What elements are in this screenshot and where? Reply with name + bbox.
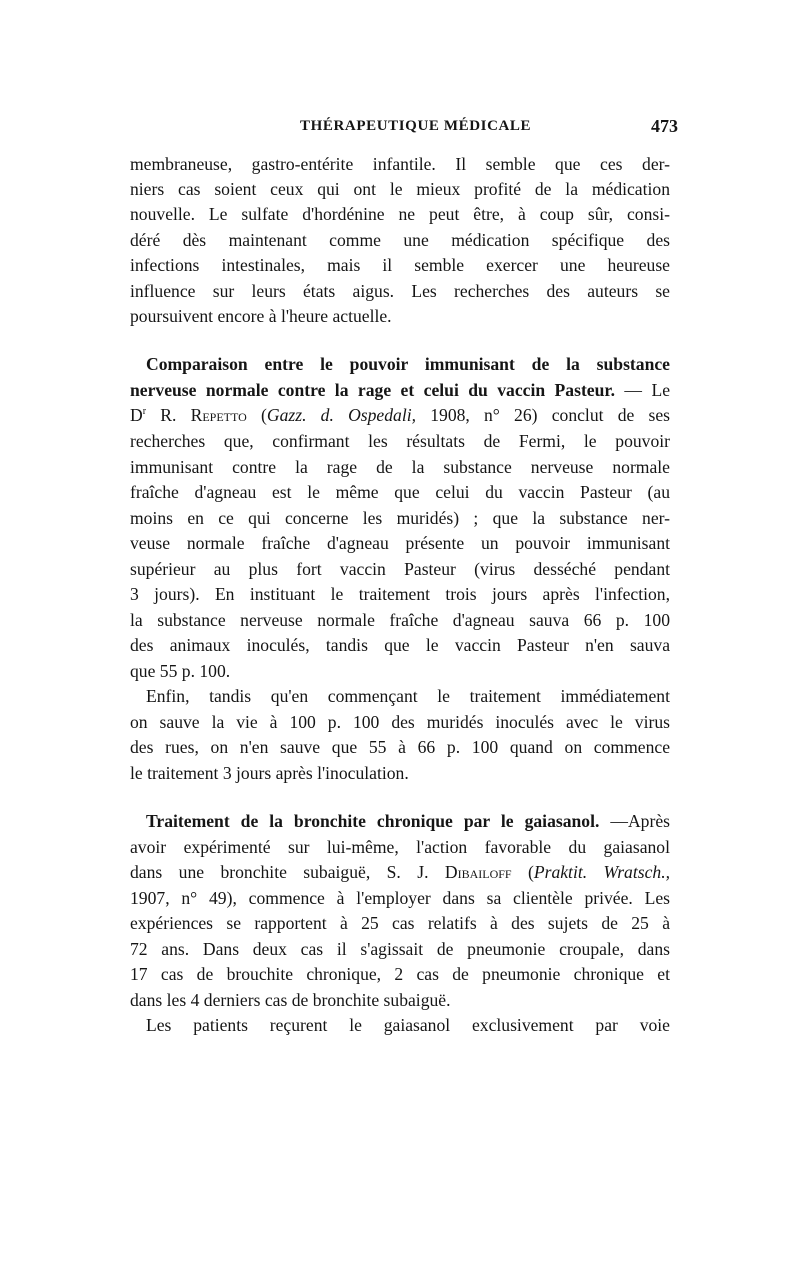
journal-name: Gazz. d. Ospedali, bbox=[266, 405, 417, 425]
text-line: on sauve la vie à 100 p. 100 des muridés inoculés avec le virus bbox=[130, 712, 670, 732]
section-heading-line bbox=[146, 809, 670, 833]
text-line: Enfin, tandis qu'en commençant le traitement immédiatement bbox=[146, 686, 670, 706]
citation-line: $D^r$ R. Repetto (Gazz. d. Ospedali, 1908, n° 26) conclut de ses bbox=[130, 405, 671, 425]
text-line: des rues, on n'en sauve que 55 à 66 p. 100 quand on commence bbox=[130, 737, 670, 757]
text-line: expériences se rapportent à 25 cas relatifs à des sujets de 25 à bbox=[130, 913, 670, 933]
text-line: 3 jours). En instituant le traitement trois jours après l'infection, bbox=[130, 584, 670, 604]
text-line: influence sur leurs états aigus. Les recherches des auteurs se bbox=[130, 281, 670, 301]
text-line: niers cas soient ceux qui ont le mieux profité de la médication bbox=[130, 179, 670, 199]
citation-start: dans une bronchite subaiguë, S. J. bbox=[130, 862, 445, 882]
section-heading: Comparaison entre le pouvoir immunisant de la substance bbox=[146, 354, 670, 374]
text-line: des animaux inoculés, tandis que le vaccin Pasteur n'en sauva bbox=[130, 635, 670, 655]
section-heading: Traitement de la bronchite chronique par le gaiasanol. bbox=[146, 811, 600, 831]
text-line: supérieur au plus fort vaccin Pasteur (virus desséché pendant bbox=[130, 559, 670, 579]
text-line: infections intestinales, mais il semble exercer une heureuse bbox=[130, 255, 670, 275]
author-title: D bbox=[130, 405, 143, 425]
citation-rest: 1908, n° 26) conclut de ses bbox=[416, 405, 671, 425]
page-header bbox=[130, 118, 678, 142]
running-title: THÉRAPEUTIQUE MÉDICALE bbox=[300, 118, 532, 134]
section-heading-continued: nerveuse normale contre la rage et celui du vaccin Pasteur. bbox=[130, 380, 615, 400]
journal-name: Praktit. Wratsch., bbox=[533, 862, 670, 882]
text-line: recherches que, confirmant les résultats de Fermi, le pouvoir bbox=[130, 431, 670, 451]
text-line: poursuivent encore à l'heure actuelle. bbox=[130, 306, 392, 326]
text-line: immunisant contre la rage de la substance nerveuse normale bbox=[130, 457, 670, 477]
citation-line: dans une bronchite subaiguë, S. J. Dibailoff (Praktit. Wratsch., bbox=[130, 862, 670, 882]
text-line: que 55 p. 100. bbox=[130, 661, 231, 681]
text-line: le traitement 3 jours après l'inoculation. bbox=[130, 763, 409, 783]
text-line: la substance nerveuse normale fraîche d'agneau sauva 66 p. 100 bbox=[130, 610, 670, 630]
page-number: 473 bbox=[651, 116, 678, 136]
author-name: R. Repetto bbox=[146, 405, 247, 425]
heading-dash: — Le bbox=[615, 380, 670, 400]
text-line: fraîche d'agneau est le même que celui du vaccin Pasteur (au bbox=[130, 482, 670, 502]
author-title-superscript: r bbox=[142, 406, 147, 418]
text-line: moins en ce qui concerne les muridés) ; que la substance ner- bbox=[130, 508, 670, 528]
text-line: nouvelle. Le sulfate d'hordénine ne peut être, à coup sûr, consi- bbox=[130, 204, 670, 224]
text-line: membraneuse, gastro-entérite infantile. Il semble que ces der- bbox=[130, 154, 670, 174]
text-line: déré dès maintenant comme une médication spécifique des bbox=[130, 230, 670, 250]
text-line: 1907, n° 49), commence à l'employer dans sa clientèle privée. Les bbox=[130, 888, 670, 908]
text-line: 17 cas de brouchite chronique, 2 cas de pneumonie chronique et bbox=[130, 964, 670, 984]
text-line: dans les 4 derniers cas de bronchite subaiguë. bbox=[130, 990, 451, 1010]
heading-dash: —Après bbox=[599, 811, 670, 831]
section-heading-line bbox=[130, 378, 670, 402]
text-line: 72 ans. Dans deux cas il s'agissait de pneumonie croupale, dans bbox=[130, 939, 670, 959]
text-line: Les patients reçurent le gaiasanol exclusivement par voie bbox=[146, 1015, 670, 1035]
text-line: avoir expérimenté sur lui-même, l'action favorable du gaiasanol bbox=[130, 837, 670, 857]
author-name: Dibailoff bbox=[444, 862, 512, 882]
text-line: veuse normale fraîche d'agneau présente un pouvoir immunisant bbox=[130, 533, 670, 553]
